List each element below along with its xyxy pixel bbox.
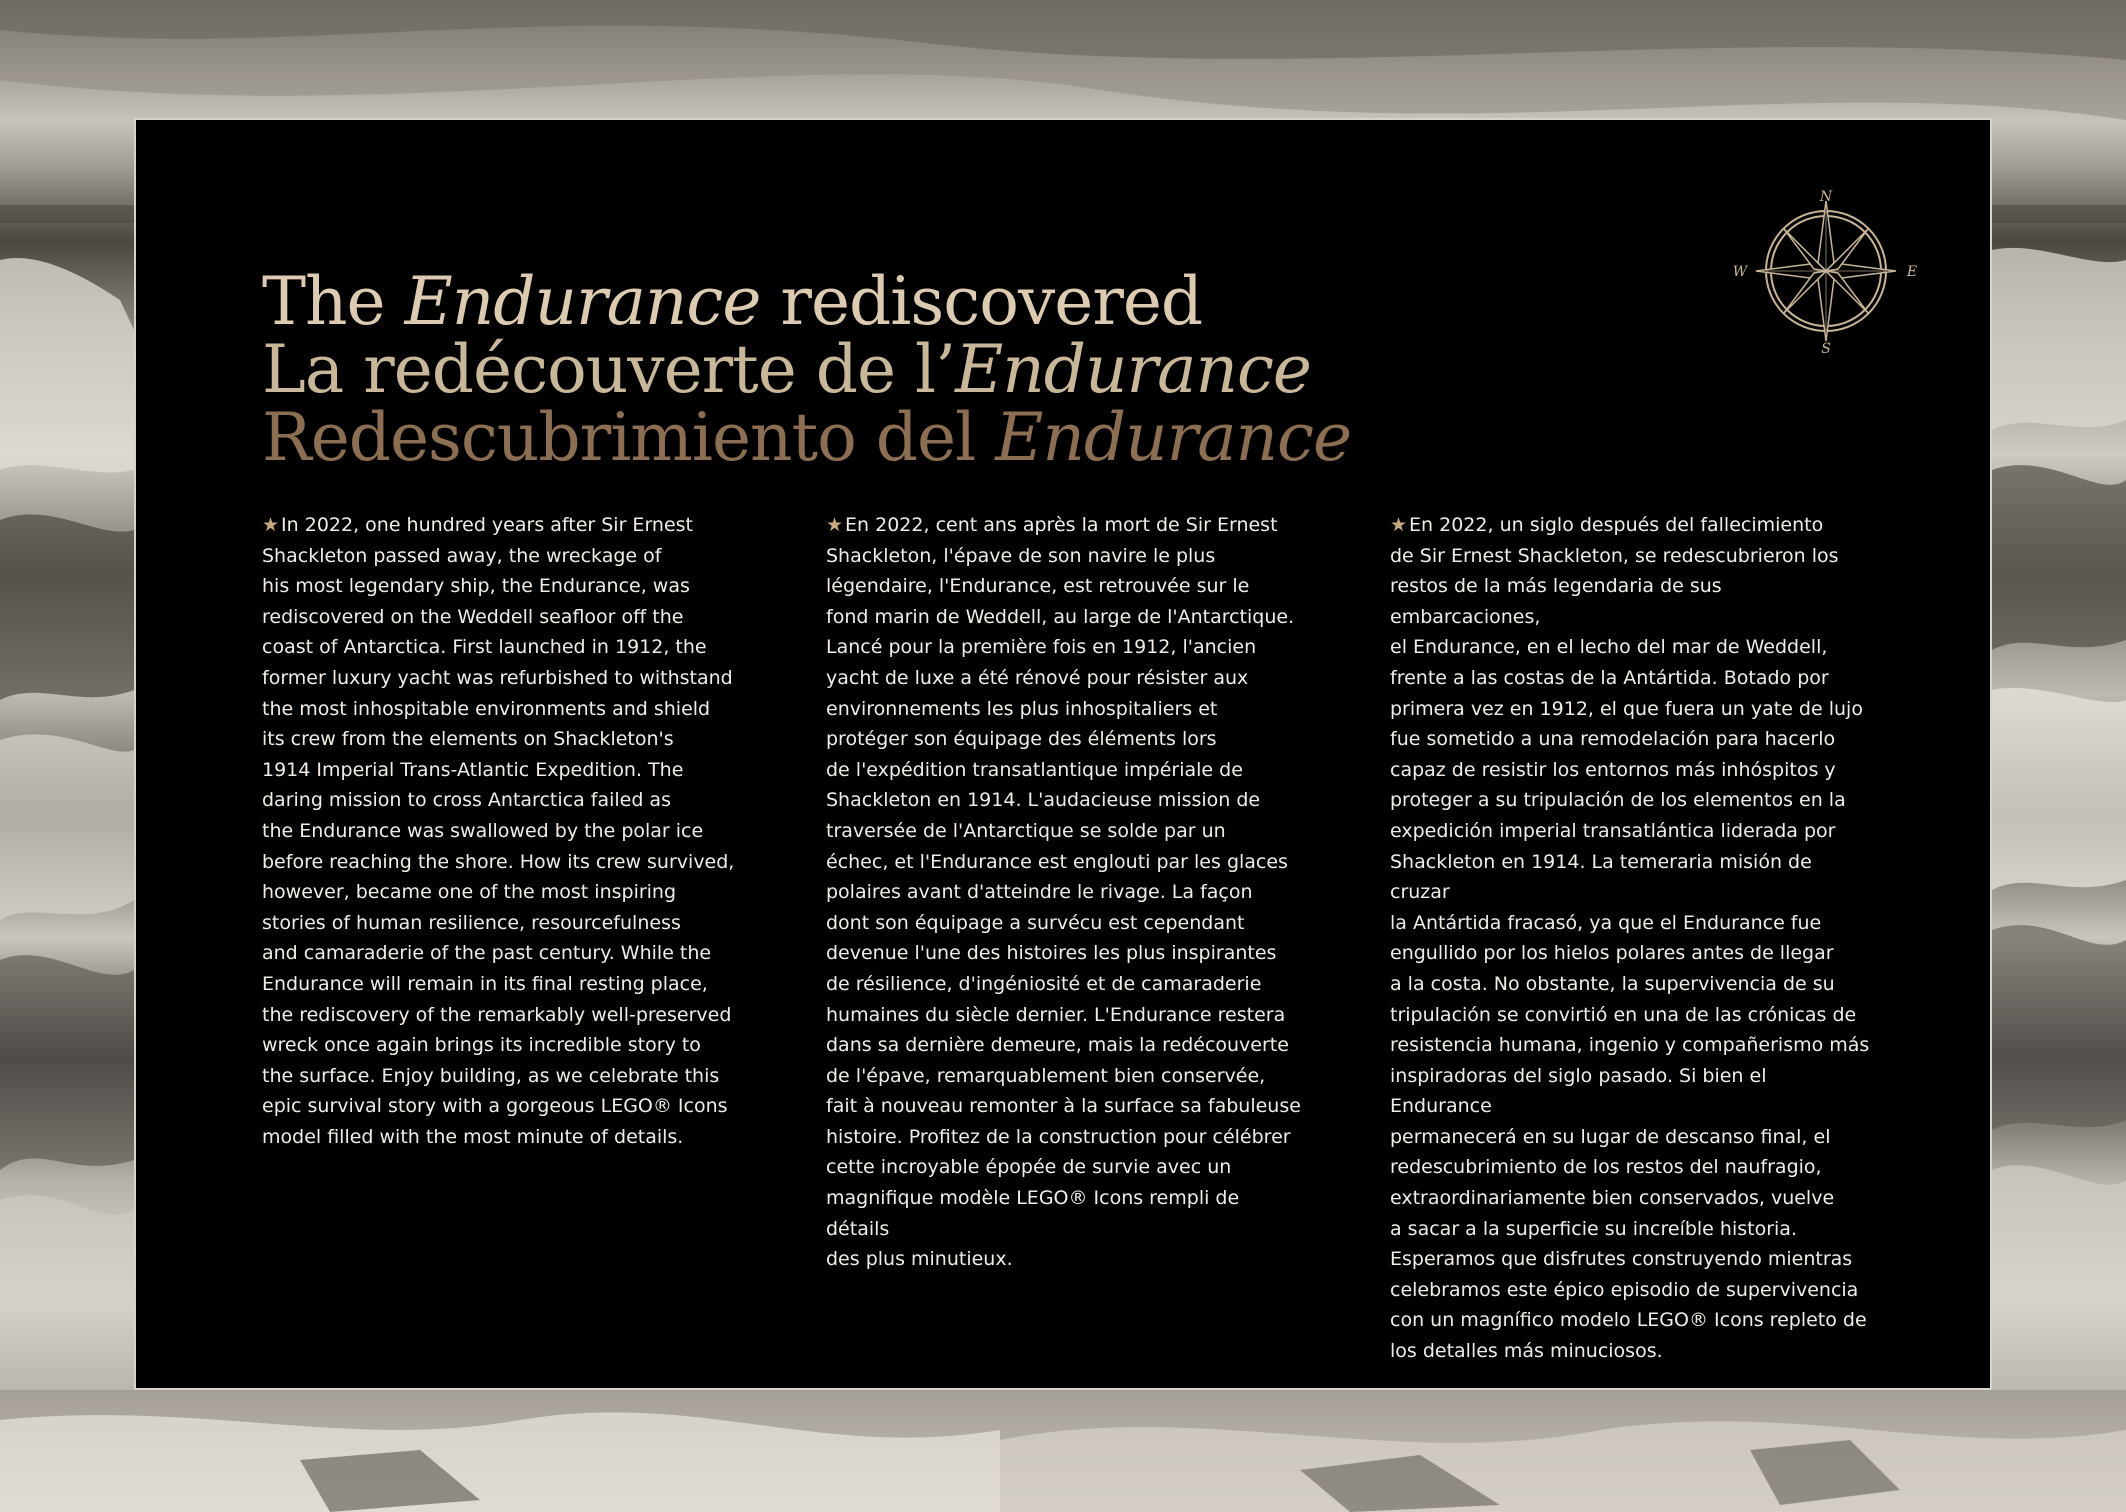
title-french xyxy=(262,331,1762,408)
compass-letter-w: W xyxy=(1732,264,1748,280)
title-english-ship-name: Endurance xyxy=(404,263,761,340)
body-text-spanish: En 2022, un siglo después del fallecimiento de Sir Ernest Shackleton, se redescubrieron los restos de la más legendaria de sus embarcaciones, el Endurance, en el lecho del mar de Weddell, frente a las costas de la Antártida. Botado por primera vez en 1912, el que fuera un yate de lujo fue sometido a una remodelación para hacerlo capaz de resistir los entornos más inhóspitos y proteger a su tripulación de los elementos en la expedición imperial transatlántica liderada por Shackleton en 1914. La temeraria misión de cruzar la Antártida fracasó, ya que el Endurance fue engullido por los hielos polares antes de llegar a la costa. No obstante, la supervivencia de su tripulación se convirtió en una de las crónicas de resistencia humana, ingenio y compañerismo más inspiradoras del siglo pasado. Si bien el Endurance permanecerá en su lugar de descanso final, el redescubrimiento de los restos del naufragio, extraordinariamente bien conservados, vuelve a sacar a la superficie su increíble historia. Esperamos que disfrutes construyendo mientras celebramos este épico episodio de supervivencia con un magnífico modelo LEGO® Icons repleto de los detalles más minuciosos. xyxy=(1390,514,1870,1363)
star-icon: ★ xyxy=(1390,514,1408,536)
title-french-pre: La redécouverte de l’ xyxy=(262,331,956,408)
body-paragraph-english xyxy=(262,510,742,1152)
body-column-english xyxy=(262,510,742,1152)
title-french-ship-name: Endurance xyxy=(955,331,1311,408)
title-english-pre: The xyxy=(262,263,405,340)
title-spanish-ship-name: Endurance xyxy=(995,399,1352,476)
title-spanish-pre: Redescubrimiento del xyxy=(262,399,996,476)
body-paragraph-spanish xyxy=(1390,510,1870,1367)
body-column-french xyxy=(826,510,1306,1275)
body-text-french: En 2022, cent ans après la mort de Sir Ernest Shackleton, l'épave de son navire le plus légendaire, l'Endurance, est retrouvée sur le fond marin de Weddell, au large de l'Antarctique. Lancé pour la première fois en 1912, l'ancien yacht de luxe a été rénové pour résister aux environnements les plus inhospitaliers et protéger son équipage des éléments lors de l'expédition transatlantique impériale de Shackleton en 1914. L'audacieuse mission de traversée de l'Antarctique se solde par un échec, et l'Endurance est englouti par les glaces polaires avant d'atteindre le rivage. La façon dont son équipage a survécu est cependant devenue l'une des histoires les plus inspirantes de résilience, d'ingéniosité et de camaraderie humaines du siècle dernier. L'Endurance restera dans sa dernière demeure, mais la redécouverte de l'épave, remarquablement bien conservée, fait à nouveau remonter à la surface sa fabuleuse histoire. Profitez de la construction pour célébrer cette incroyable épopée de survie avec un magnifique modèle LEGO® Icons rempli de détails des plus minutieux. xyxy=(826,514,1301,1271)
compass-letter-n: N xyxy=(1819,189,1833,205)
title-english xyxy=(262,263,1762,340)
title-english-post: rediscovered xyxy=(760,263,1203,340)
compass-letter-e: E xyxy=(1906,264,1918,280)
compass-letter-s: S xyxy=(1821,341,1831,356)
title-spanish xyxy=(262,399,1762,476)
body-paragraph-french xyxy=(826,510,1306,1275)
title-block xyxy=(262,263,1762,476)
star-icon: ★ xyxy=(262,514,280,536)
body-column-spanish xyxy=(1390,510,1870,1367)
body-text-english: In 2022, one hundred years after Sir Ernest Shackleton passed away, the wreckage of his most legendary ship, the Endurance, was rediscovered on the Weddell seafloor off the coast of Antarctica. First launched in 1912, the former luxury yacht was refurbished to withstand the most inhospitable environments and shield its crew from the elements on Shackleton's 1914 Imperial Trans-Atlantic Expedition. The daring mission to cross Antarctica failed as the Endurance was swallowed by the polar ice before reaching the shore. How its crew survived, however, became one of the most inspiring stories of human resilience, resourcefulness and camaraderie of the past century. While the Endurance will remain in its final resting place, the rediscovery of the remarkably well-preserved wreck once again brings its incredible story to the surface. Enjoy building, as we celebrate this epic survival story with a gorgeous LEGO® Icons model filled with the most minute of details. xyxy=(262,514,735,1148)
star-icon: ★ xyxy=(826,514,844,536)
